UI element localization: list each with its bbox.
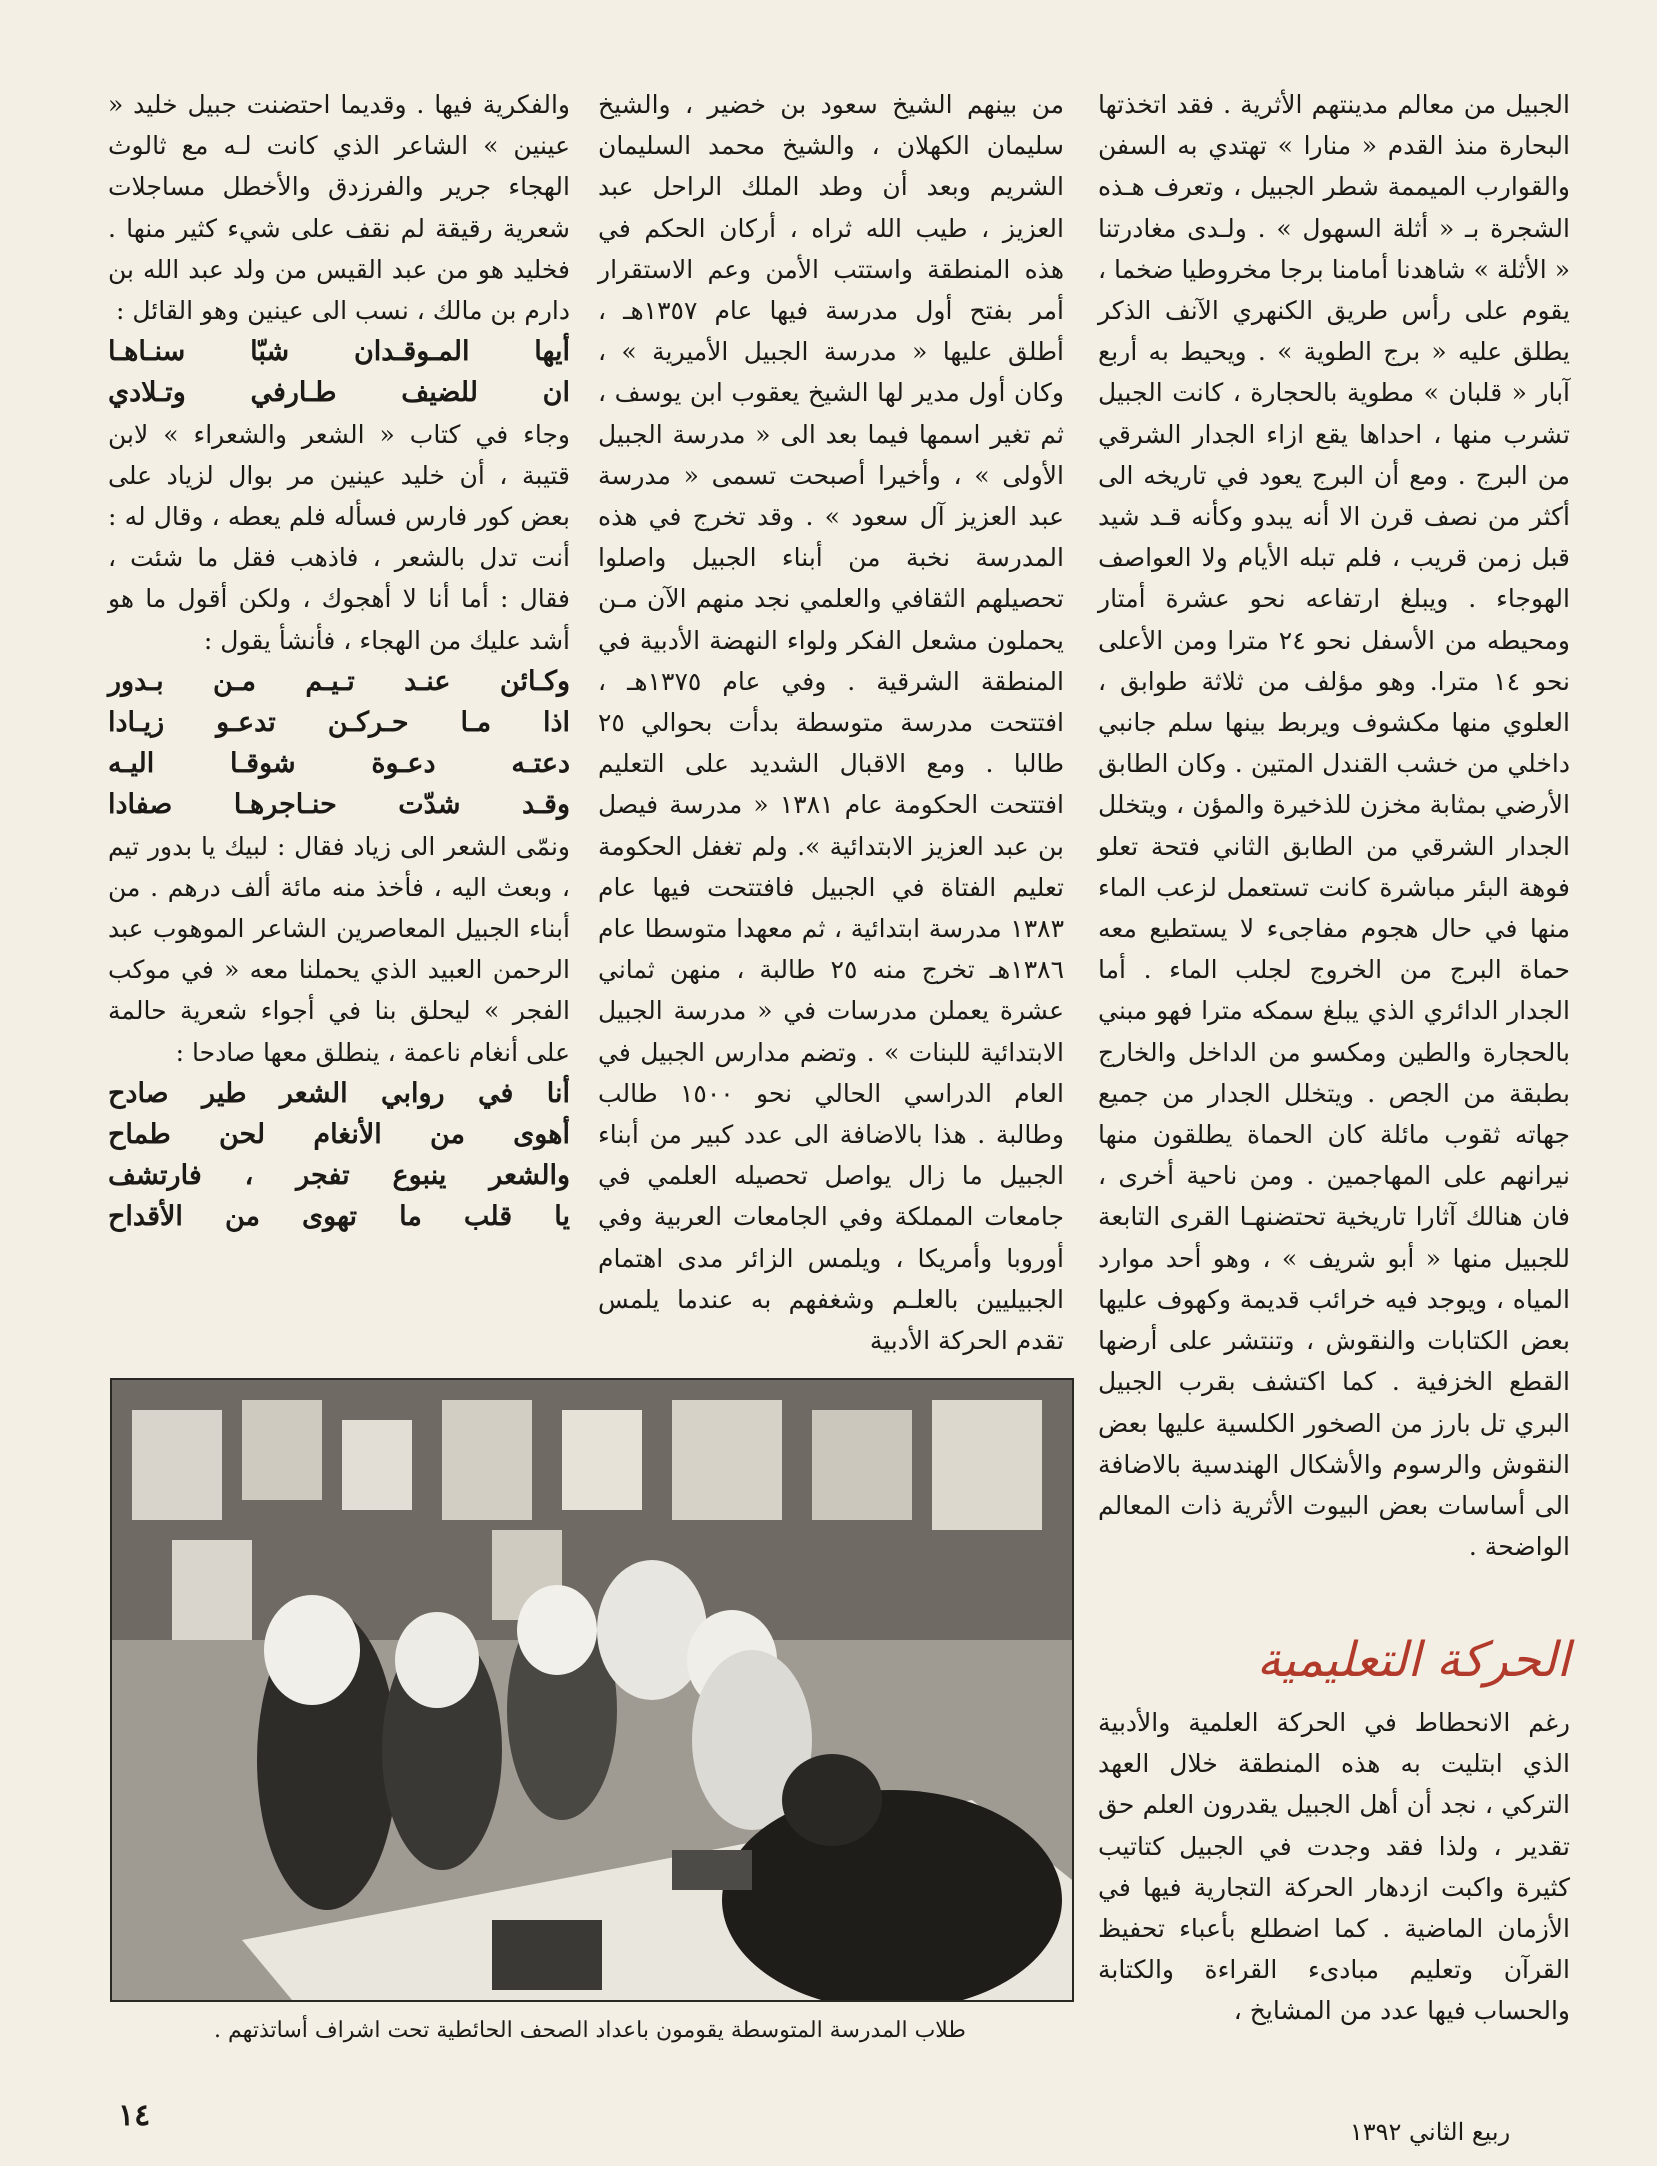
photo-caption: طلاب المدرسة المتوسطة يقومون باعداد الصحف الحائطية تحت اشراف أساتذتهم . [214, 2018, 966, 2043]
student-figure [782, 1754, 882, 1846]
article-column-left [108, 84, 570, 1238]
paragraph: الجبيل من معالم مدينتهم الأثرية . فقد اتخذتها البحارة منذ القدم « منارا » تهتدي به السفن والقوارب الميممة شطر الجبيل ، وتعرف هـذه الشجرة بـ « أثلة السهول » . ولـدى مغادرتنا « الأثلة » شاهدنا أمامنا برجا مخروطيا ضخما ، يقوم على رأس طريق الكنهري الآنف الذكر يطلق عليه « برج الطوية » . ويحيط به أربع آبار « قلبان » مطوية بالحجارة ، كانت الجبيل تشرب منها ، احداها يقع ازاء الجدار الشرقي من البرج . ومع أن البرج يعود في تاريخه الى أكثر من نصف قرن الا أنه يبدو وكأنه قـد شيد قبل زمن قريب ، فلم تبله الأيام ولا العواصف الهوجاء . ويبلغ ارتفاعه نحو عشرة أمتار ومحيطه من الأسفل نحو ٢٤ مترا ومن الأعلى نحو ١٤ مترا. وهو مؤلف من ثلاثة طوابق ، العلوي منها مكشوف ويربط بينها سلم جانبي داخلي من خشب القندل المتين . وكان الطابق الأرضي بمثابة مخزن للذخيرة والمؤن ، ويتخلل الجدار الشرقي من الطابق الثاني فتحة تعلو فوهة البئر مباشرة كانت تستعمل لزعب الماء منها في حال هجوم مفاجىء لا يستطيع معه حماة البرج من الخروج لجلب الماء . أما الجدار الدائري الذي يبلغ سمكه مترا فهو مبني بالحجارة والطين ومكسو من الداخل والخارج بطبقة من الجص . ويتخلل الجدار من جميع جهاته ثقوب مائلة كان الحماة يطلقون منها نيرانهم على المهاجمين . ومن ناحية أخرى ، فان هنالك آثارا تاريخية تحتضنهـا القرى التابعة للجبيل منها « أبو شريف » ، وهو أحد موارد المياه ، ويوجد فيه خرائب قديمة وكهوف عليها بعض الكتابات والنقوش ، وتنتشر على أرضها القطع الخزفية . كما اكتشف بقرب الجبيل البري تل بارز من الصخور الكلسية عليها بعض النقوش والرسوم والأشكال الهندسية بالاضافة الى أساسات بعض البيوت الأثرية ذات المعالم الواضحة . [1098, 90, 1570, 1562]
wall-poster [672, 1400, 782, 1520]
article-column-right [1098, 84, 1570, 1567]
photo-illustration [112, 1380, 1072, 2000]
photo-print [492, 1920, 602, 1990]
poem-verse: أنا في روابي الشعر طير صادح [108, 1077, 570, 1109]
wall-poster [342, 1420, 412, 1510]
wall-poster [932, 1400, 1042, 1530]
poem-verse: اذا مـا حـركـن تدعـو زيـادا [108, 707, 570, 739]
section-heading: الحركة التعليمية [1256, 1632, 1570, 1688]
wall-poster [242, 1400, 322, 1500]
issue-date: ربيع الثاني ١٣٩٢ [1349, 2118, 1511, 2146]
poem-verse: دعتـه دعـوة شوقـا اليـه [108, 748, 570, 780]
classroom-photo [110, 1378, 1074, 2002]
wall-poster [562, 1410, 642, 1510]
poem-verse: وقـد شدّت حنـاجرهـا صفادا [108, 789, 570, 821]
wall-poster [812, 1410, 912, 1520]
paragraph: ونمّى الشعر الى زياد فقال : لبيك يا بدور تيم ، وبعث اليه ، فأخذ منه مائة ألف درهم . من أبناء الجبيل المعاصرين الشاعر الموهوب عبد الرحمن العبيد الذي يحملنا معه « في موكب الفجر » ليحلق بنا في أجواء شعرية حالمة على أنغام ناعمة ، ينطلق معها صادحا : [108, 831, 570, 1067]
student-figure [722, 1790, 1062, 2000]
photo-print [672, 1850, 752, 1890]
wall-poster [172, 1540, 252, 1640]
poem-verse: وكـائن عنـد تـيـم مـن بـدور [108, 665, 570, 697]
paragraph: من بينهم الشيخ سعود بن خضير ، والشيخ سليمان الكهلان ، والشيخ محمد السليمان الشريم وبعد أن وطد الملك الراحل عبد العزيز ، طيب الله ثراه ، أركان الحكم في هذه المنطقة واستتب الأمن وعم الاستقرار أمر بفتح أول مدرسة فيها عام ١٣٥٧هـ ، أطلق عليها « مدرسة الجبيل الأميرية » ، وكان أول مدير لها الشيخ يعقوب ابن يوسف ، ثم تغير اسمها فيما بعد الى « مدرسة الجبيل الأولى » ، وأخيرا أصبحت تسمى « مدرسة عبد العزيز آل سعود » . وقد تخرج في هذه المدرسة نخبة من أبناء الجبيل واصلوا تحصيلهم الثقافي والعلمي نجد منهم الآن مـن يحملون مشعل الفكر ولواء النهضة الأدبية في المنطقة الشرقية . وفي عام ١٣٧٥هـ ، افتتحت مدرسة متوسطة بدأت بحوالي ٢٥ طالبا . ومع الاقبال الشديد على التعليم افتتحت الحكومة عام ١٣٨١ « مدرسة فيصل بن عبد العزيز الابتدائية ». ولم تغفل الحكومة تعليم الفتاة في الجبيل فافتتحت فيها عام ١٣٨٣ مدرسة ابتدائية ، ثم معهدا متوسطا عام ١٣٨٦هـ تخرج منه ٢٥ طالبة ، منهن ثماني عشرة يعملن مدرسات في « مدرسة الجبيل الابتدائية للبنات » . وتضم مدارس الجبيل في العام الدراسي الحالي نحو ١٥٠٠ طالب وطالبة . هذا بالاضافة الى عدد كبير من أبناء الجبيل ما زال يواصل تحصيله العلمي في جامعات المملكة وفي الجامعات العربية وفي أوروبا وأمريكا ، ويلمس الزائر مدى اهتمام الجبيليين بالعلـم وشغفهم به عندما يلمس تقدم الحركة الأدبية [598, 90, 1065, 1356]
student-figure [517, 1585, 597, 1675]
wall-poster [442, 1400, 532, 1520]
poem-verse: والشعر ينبوع تفجر ، فارتشف [108, 1160, 570, 1192]
article-column-right-bottom [1098, 1702, 1570, 2032]
poem-verse: ان للضيف طـارفي وتـلادي [108, 377, 570, 409]
paragraph: والفكرية فيها . وقديما احتضنت جبيل خليد « عينين » الشاعر الذي كانت لـه مع ثالوث الهجاء جرير والفرزدق والأخطل مساجلات شعرية رقيقة لم نقف على شيء كثير منها . فخليد هو من عبد القيس من ولد عبد الله بن دارم بن مالك ، نسب الى عينين وهو القائل : [108, 90, 570, 326]
poem-verse: أهوى من الأنغام لحن طماح [108, 1119, 570, 1151]
paragraph: رغم الانحطاط في الحركة العلمية والأدبية الذي ابتليت به هذه المنطقة خلال العهد التركي ، نجد أن أهل الجبيل يقدرون العلم حق تقدير ، ولذا فقد وجدت في الجبيل كتاتيب كثيرة واكبت ازدهار الحركة التجارية فيها في الأزمان الماضية . كما اضطلع بأعباء تحفيظ القرآن وتعليم مبادىء القراءة والكتابة والحساب فيها عدد من المشايخ ، [1098, 1708, 1570, 2026]
paragraph: وجاء في كتاب « الشعر والشعراء » لابن قتيبة ، أن خليد عينين مر بوال لزياد على بعض كور فارس فسأله فلم يعطه ، وقال له : أنت تدل بالشعر ، فاذهب فقل ما شئت ، فقال : أما أنا لا أهجوك ، ولكن أقول ما هو أشد عليك من الهجاء ، فأنشأ يقول : [108, 419, 570, 655]
article-column-middle [598, 84, 1064, 1361]
student-figure [395, 1612, 479, 1708]
wall-poster [132, 1410, 222, 1520]
poem-verse: أيها المـوقـدان شبّا سنـاهـا [108, 336, 570, 368]
page-number: ١٤ [118, 2098, 151, 2133]
student-figure [264, 1595, 360, 1705]
poem-verse: يا قلب ما تهوى من الأقداح [108, 1201, 570, 1233]
